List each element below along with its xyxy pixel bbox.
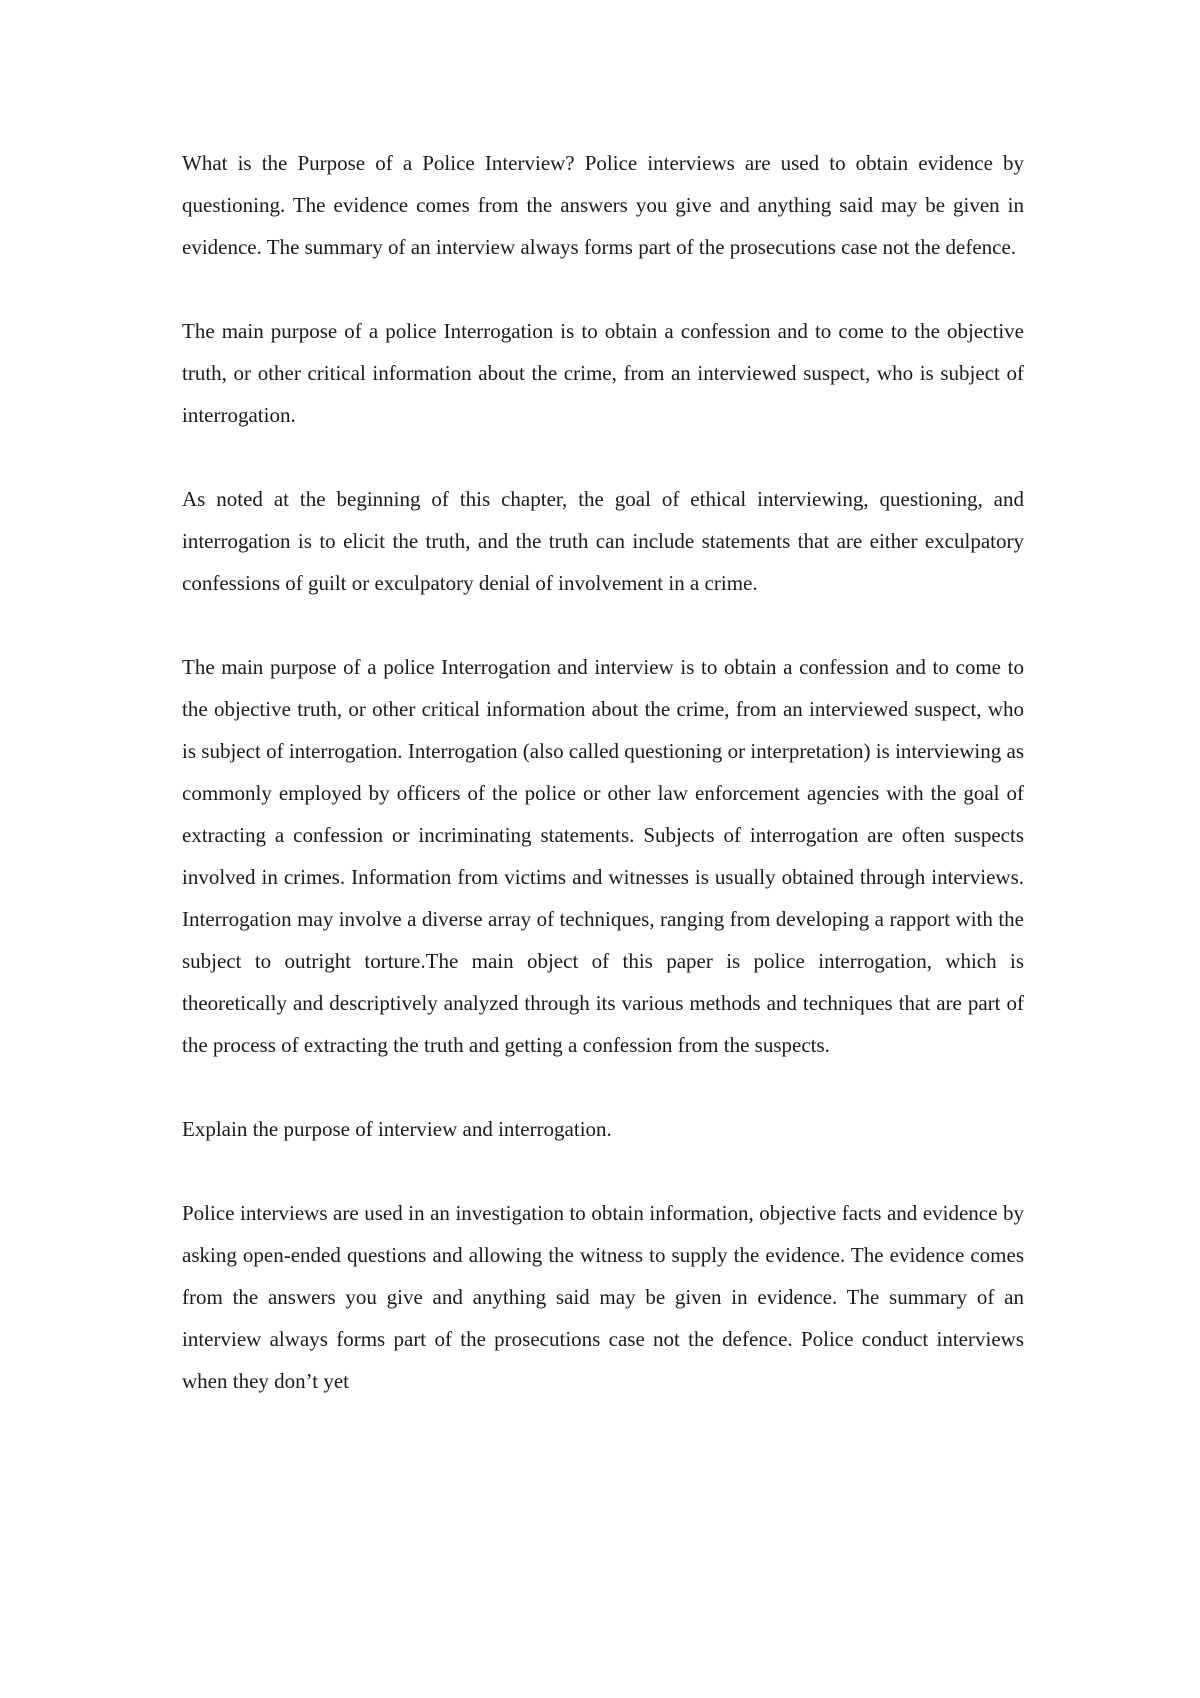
document-body [182, 142, 1024, 1402]
paragraph-interrogation-and-interview: The main purpose of a police Interrogation and interview is to obtain a confession and to come to the objective truth, or other critical information about the crime, from an interviewed suspect, who is subject of interrogation. Interrogation (also called questioning or interpretation) is interviewing as commonly employed by officers of the police or other law enforcement agencies with the goal of extracting a confession or incriminating statements. Subjects of interrogation are often suspects involved in crimes. Information from victims and witnesses is usually obtained through interviews. Interrogation may involve a diverse array of techniques, ranging from developing a rapport with the subject to outright torture.The main object of this paper is police interrogation, which is theoretically and descriptively analyzed through its various methods and techniques that are part of the process of extracting the truth and getting a confession from the suspects. [182, 655, 1024, 1057]
paragraph-purpose-of-interrogation: The main purpose of a police Interrogation is to obtain a confession and to come to the objective truth, or other critical information about the crime, from an interviewed suspect, who is subject of interrogation. [182, 319, 1024, 427]
paragraph-police-interviews-investigation: Police interviews are used in an investigation to obtain information, objective facts and evidence by asking open-ended questions and allowing the witness to supply the evidence. The evidence comes from the answers you give and anything said may be given in evidence. The summary of an interview always forms part of the prosecutions case not the defence. Police conduct interviews when they don’t yet [182, 1201, 1024, 1393]
paragraph-purpose-of-police-interview: What is the Purpose of a Police Interview? Police interviews are used to obtain evidence by questioning. The evidence comes from the answers you give and anything said may be given in evidence. The summary of an interview always forms part of the prosecutions case not the defence. [182, 151, 1024, 259]
paragraph-question-heading: Explain the purpose of interview and interrogation. [182, 1117, 612, 1141]
paragraph-ethical-interviewing-goal: As noted at the beginning of this chapter, the goal of ethical interviewing, questioning, and interrogation is to elicit the truth, and the truth can include statements that are either exculpatory confessions of guilt or exculpatory denial of involvement in a crime. [182, 487, 1024, 595]
